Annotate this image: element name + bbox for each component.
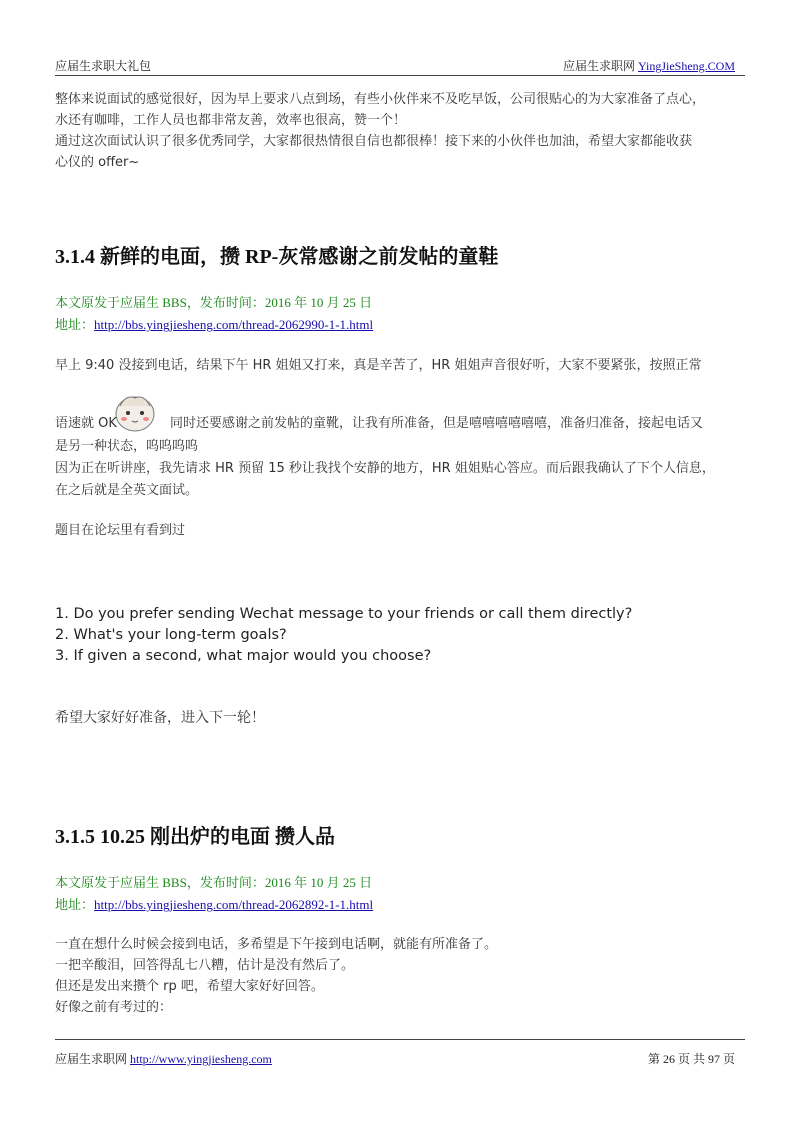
paragraph: 在之后就是全英文面试。 <box>55 483 199 498</box>
paragraph-line: 一直在想什么时候会接到电话，多希望是下午接到电话啊，就能有所准备了。 <box>55 937 498 952</box>
header-site-prefix: 应届生求职网 <box>562 59 635 73</box>
header-title: 应届生求职大礼包 <box>55 59 152 73</box>
paragraph: 因为正在听讲座，我先请求 HR 预留 15 秒让我找个安静的地方，HR 姐姐贴心答应。而后跟我确认了下个人信息， <box>55 461 715 476</box>
paragraph: 题目在论坛里有看到过 <box>55 523 186 538</box>
header-rule <box>55 75 745 76</box>
address-label: 地址： <box>55 897 95 912</box>
thread-link-314[interactable]: http://bbs.yingjiesheng.com/thread-2062990-1-1.html <box>94 317 374 332</box>
footer-site-link[interactable]: http://www.yingjiesheng.com <box>130 1052 272 1066</box>
intro-line: 整体来说面试的感觉很好，因为早上要求八点到场，有些小伙伴来不及吃早饭，公司很贴心的为大家准备了点心， <box>55 92 706 107</box>
closing-line: 希望大家好好准备，进入下一轮！ <box>55 710 265 726</box>
source-line-315: 本文原发于应届生 BBS，发布时间：2016 年 10 月 25 日 <box>55 875 373 890</box>
question-list <box>55 604 632 667</box>
footer-rule <box>55 1039 745 1040</box>
paragraph-line: 好像之前有考过的： <box>55 1000 173 1015</box>
intro-line: 水还有咖啡，工作人员也都非常友善，效率也很高，赞一个！ <box>55 113 407 128</box>
page-number: 第 26 页 共 97 页 <box>647 1052 735 1066</box>
footer-site <box>55 1050 272 1067</box>
paragraph-315 <box>55 934 745 1018</box>
paragraph-line: 但还是发出来攒个 rp 吧，希望大家好好回答。 <box>55 979 324 994</box>
address-line-315 <box>55 894 373 913</box>
intro-paragraph <box>55 89 745 173</box>
question-item: 2. What's your long-term goals? <box>55 627 287 643</box>
paragraph: 早上 9:40 没接到电话，结果下午 HR 姐姐又打来，真是辛苦了，HR 姐姐声音很好听，大家不要紧张，按照正常 <box>55 358 702 373</box>
paragraph-part: 同时还要感谢之前发帖的童靴，让我有所准备，但是嘻嘻嘻嘻嘻嘻，准备归准备，接起电话又 <box>170 416 704 431</box>
thread-link-315[interactable]: http://bbs.yingjiesheng.com/thread-2062892-1-1.html <box>94 897 374 912</box>
question-item: 3. If given a second, what major would you choose? <box>55 648 432 664</box>
address-label: 地址： <box>55 317 95 332</box>
question-item: 1. Do you prefer sending Wechat message to your friends or call them directly? <box>55 606 633 622</box>
header-site <box>563 57 735 74</box>
paragraph: 是另一种状态，呜呜呜呜 <box>55 439 199 454</box>
footer-site-prefix: 应届生求职网 <box>55 1052 128 1066</box>
source-line-314: 本文原发于应届生 BBS，发布时间：2016 年 10 月 25 日 <box>55 295 373 310</box>
cartoon-face-sticker <box>112 392 158 434</box>
intro-line: 通过这次面试认识了很多优秀同学，大家都很热情很自信也都很棒！接下来的小伙伴也加油，希望大家都能收获 <box>55 134 693 149</box>
paragraph-part: 语速就 OK <box>55 416 117 431</box>
paragraph-line: 一把辛酸泪，回答得乱七八糟，估计是没有然后了。 <box>55 958 355 973</box>
intro-line: 心仪的 offer~ <box>55 155 140 170</box>
address-line-314 <box>55 314 373 333</box>
section-heading-314: 3.1.4 新鲜的电面，攒 RP-灰常感谢之前发帖的童鞋 <box>55 246 499 268</box>
header-site-link[interactable]: YingJieSheng.COM <box>637 59 735 73</box>
section-heading-315: 3.1.5 10.25 刚出炉的电面 攒人品 <box>55 826 335 848</box>
